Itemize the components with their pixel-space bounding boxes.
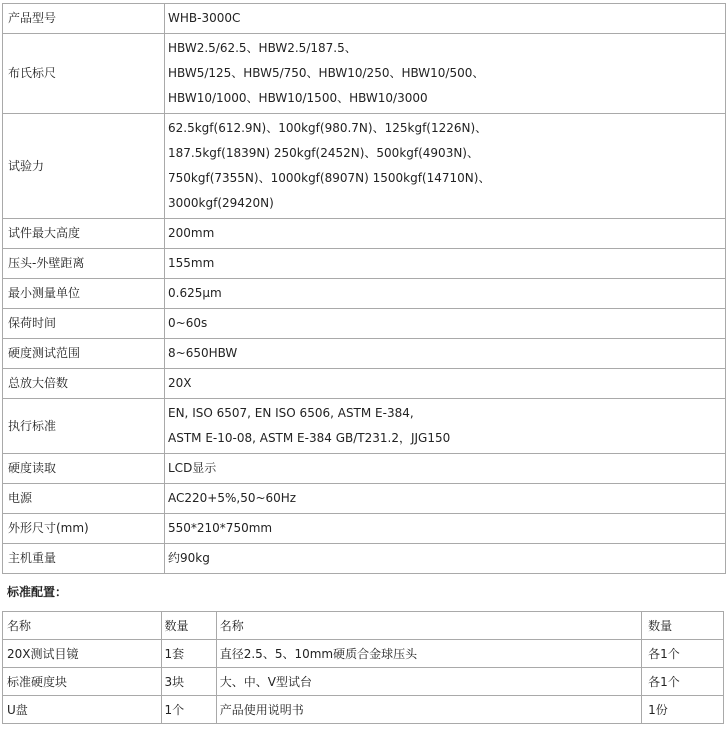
spec-label: 试件最大高度 <box>3 219 165 249</box>
spec-row <box>3 4 726 34</box>
spec-value-line: 187.5kgf(1839N) 250kgf(2452N)、500kgf(4903N)、 <box>168 146 479 160</box>
spec-label: 外形尺寸(mm) <box>3 514 165 544</box>
header-quantity: 数量 <box>161 612 216 640</box>
spec-value-line: 0~60s <box>168 316 208 330</box>
config-item-qty-2: 各1个 <box>642 640 724 668</box>
spec-value-line: HBW10/1000、HBW10/1500、HBW10/3000 <box>168 91 428 105</box>
spec-row <box>3 339 726 369</box>
spec-value-line: ASTM E-10-08, ASTM E-384 GB/T231.2，JJG150 <box>168 431 451 445</box>
spec-value <box>165 279 726 309</box>
config-item-name: 20X测试目镜 <box>3 640 162 668</box>
config-item-qty-2: 1份 <box>642 696 724 724</box>
config-item-qty-2: 各1个 <box>642 668 724 696</box>
spec-value <box>165 219 726 249</box>
header-name: 名称 <box>3 612 162 640</box>
spec-value-line: 62.5kgf(612.9N)、100kgf(980.7N)、125kgf(1226N)、 <box>168 121 488 135</box>
spec-value-line: 200mm <box>168 226 215 240</box>
standard-config-title: 标准配置： <box>7 585 68 599</box>
spec-label: 产品型号 <box>3 4 165 34</box>
spec-value <box>165 484 726 514</box>
config-item-name-2: 大、中、V型试台 <box>216 668 641 696</box>
spec-value <box>165 4 726 34</box>
spec-value <box>165 399 726 454</box>
spec-row <box>3 114 726 219</box>
spec-row <box>3 484 726 514</box>
spec-label: 主机重量 <box>3 544 165 574</box>
spec-row <box>3 279 726 309</box>
spec-value <box>165 114 726 219</box>
spec-value-line: LCD显示 <box>168 461 217 475</box>
header-name-2: 名称 <box>216 612 641 640</box>
spec-value-line: 20X <box>168 376 192 390</box>
spec-value <box>165 544 726 574</box>
config-item-name-2: 直径2.5、5、10mm硬质合金球压头 <box>216 640 641 668</box>
spec-value-line: HBW5/125、HBW5/750、HBW10/250、HBW10/500、 <box>168 66 485 80</box>
spec-value <box>165 249 726 279</box>
spec-value-line: 550*210*750mm <box>168 521 273 535</box>
spec-value-line: HBW2.5/62.5、HBW2.5/187.5、 <box>168 41 357 55</box>
spec-label: 布氏标尺 <box>3 34 165 114</box>
spec-label: 试验力 <box>3 114 165 219</box>
spec-label: 执行标准 <box>3 399 165 454</box>
standard-config-table <box>2 611 724 724</box>
spec-row <box>3 514 726 544</box>
config-row <box>3 668 724 696</box>
config-header-row <box>3 612 724 640</box>
spec-value-line: 0.625μm <box>168 286 222 300</box>
spec-value <box>165 454 726 484</box>
spec-value <box>165 514 726 544</box>
spec-value-line: 3000kgf(29420N) <box>168 196 274 210</box>
spec-row <box>3 544 726 574</box>
config-item-qty: 1套 <box>161 640 216 668</box>
spec-value <box>165 369 726 399</box>
spec-label: 压头-外壁距离 <box>3 249 165 279</box>
config-row <box>3 640 724 668</box>
spec-value-line: 155mm <box>168 256 215 270</box>
config-row <box>3 696 724 724</box>
spec-value-line: AC220+5%,50~60Hz <box>168 491 297 505</box>
spec-row <box>3 399 726 454</box>
spec-row <box>3 34 726 114</box>
spec-value-line: 约90kg <box>168 551 210 565</box>
spec-value-line: 750kgf(7355N)、1000kgf(8907N) 1500kgf(14710N)、 <box>168 171 491 185</box>
spec-row <box>3 249 726 279</box>
spec-label: 电源 <box>3 484 165 514</box>
config-item-name-2: 产品使用说明书 <box>216 696 641 724</box>
spec-table <box>2 3 726 574</box>
spec-value-line: 8~650HBW <box>168 346 238 360</box>
spec-label: 最小测量单位 <box>3 279 165 309</box>
spec-label: 硬度测试范围 <box>3 339 165 369</box>
spec-row <box>3 219 726 249</box>
spec-row <box>3 369 726 399</box>
spec-value <box>165 339 726 369</box>
config-item-qty: 1个 <box>161 696 216 724</box>
spec-row <box>3 309 726 339</box>
config-item-name: 标准硬度块 <box>3 668 162 696</box>
spec-value <box>165 34 726 114</box>
spec-value-line: WHB-3000C <box>168 11 241 25</box>
spec-label: 总放大倍数 <box>3 369 165 399</box>
spec-row <box>3 454 726 484</box>
spec-value-line: EN, ISO 6507, EN ISO 6506, ASTM E-384, <box>168 406 414 420</box>
header-quantity-2: 数量 <box>642 612 724 640</box>
spec-label: 硬度读取 <box>3 454 165 484</box>
config-item-qty: 3块 <box>161 668 216 696</box>
spec-label: 保荷时间 <box>3 309 165 339</box>
spec-value <box>165 309 726 339</box>
config-item-name: U盘 <box>3 696 162 724</box>
